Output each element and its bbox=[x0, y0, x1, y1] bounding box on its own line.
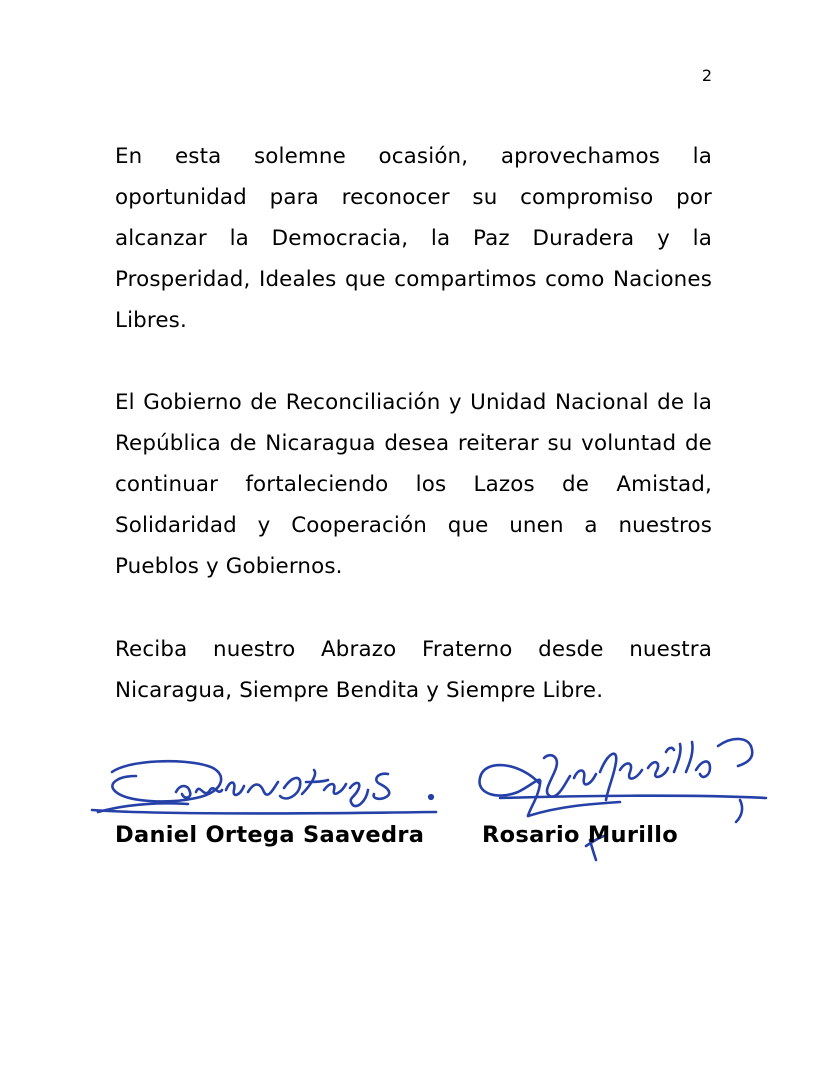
signer-name-murillo: Rosario Murillo bbox=[482, 822, 679, 848]
paragraph-3-text: Reciba nuestro Abrazo Fraterno desde nuestra Nicaragua, Siempre Bendita y Siempre Libre. bbox=[115, 637, 712, 703]
paragraph-1-text: En esta solemne ocasión, aprovechamos la oportunidad para reconocer su compromiso por alcanzar la Democracia, la Paz Duradera y la Prosperidad, Ideales que compartimos como Naciones Libres. bbox=[115, 144, 712, 333]
paragraph-2-container bbox=[115, 382, 712, 587]
signature-ortega-image bbox=[88, 752, 438, 822]
paragraph-3-container bbox=[115, 629, 712, 711]
signer-name-ortega: Daniel Ortega Saavedra bbox=[115, 822, 425, 848]
paragraph-2-text: El Gobierno de Reconciliación y Unidad Nacional de la República de Nicaragua desea reiterar su voluntad de continuar fortaleciendo los Lazos de Amistad, Solidaridad y Cooperación que unen a nuestros Pueblos y Gobiernos. bbox=[115, 390, 712, 579]
paragraph-1-container bbox=[115, 136, 712, 341]
page-number: 2 bbox=[701, 66, 712, 85]
